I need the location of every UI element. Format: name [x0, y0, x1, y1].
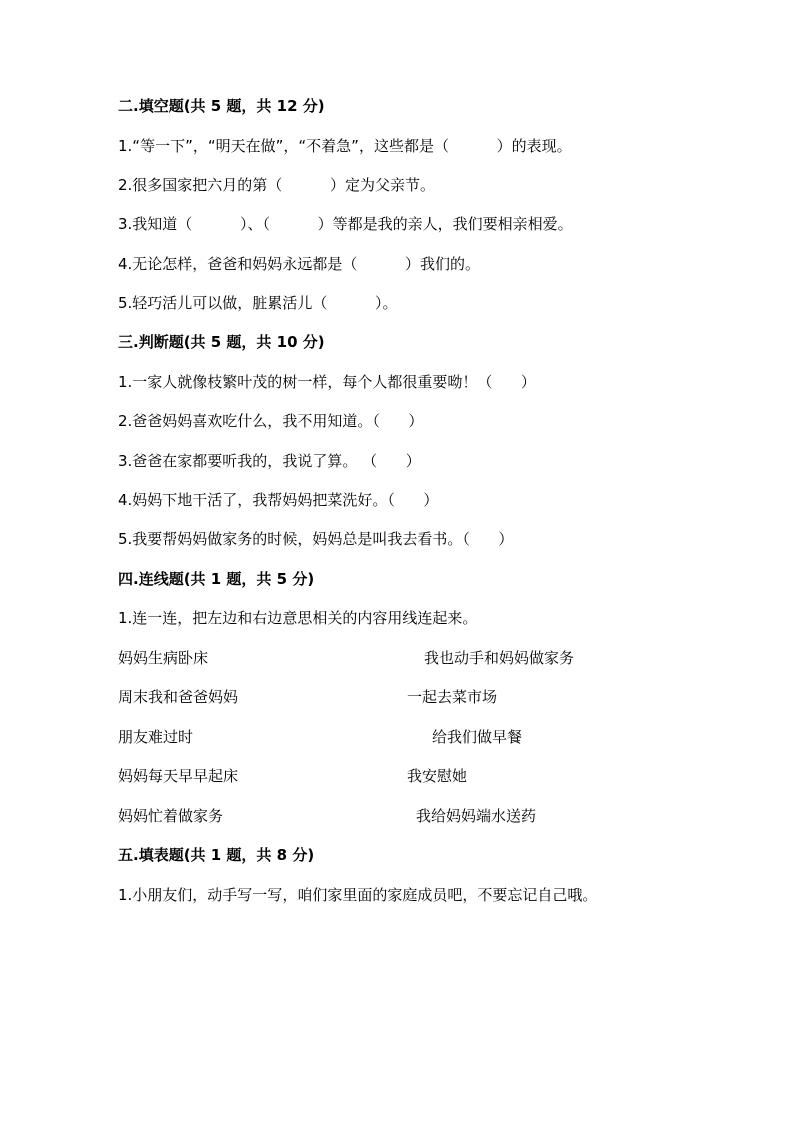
match-right-item: 一起去菜市场 — [407, 688, 498, 706]
match-left-item: 周末我和爸爸妈妈 — [118, 688, 239, 706]
match-right-item: 我也动手和妈妈做家务 — [424, 649, 575, 667]
judge-question-1: 1.一家人就像枝繁叶茂的树一样，每个人都很重要呦！（ ） — [118, 373, 536, 391]
match-right-item: 我安慰她 — [407, 767, 468, 785]
fill-question-5: 5.轻巧活儿可以做，脏累活儿（ ）。 — [118, 294, 398, 312]
table-question: 1.小朋友们，动手写一写，咱们家里面的家庭成员吧，不要忘记自己哦。 — [118, 886, 598, 904]
section-3-heading: 三.判断题(共 5 题，共 10 分) — [118, 333, 325, 351]
match-left-item: 妈妈生病卧床 — [118, 649, 209, 667]
match-right-item: 我给妈妈端水送药 — [416, 807, 537, 825]
section-4-heading: 四.连线题(共 1 题，共 5 分) — [118, 570, 315, 588]
section-5-heading: 五.填表题(共 1 题，共 8 分) — [118, 846, 315, 864]
judge-question-4: 4.妈妈下地干活了，我帮妈妈把菜洗好。（ ） — [118, 491, 439, 509]
fill-question-3: 3.我知道（ ）、（ ）等都是我的亲人，我们要相亲相爱。 — [118, 215, 573, 233]
judge-question-5: 5.我要帮妈妈做家务的时候，妈妈总是叫我去看书。（ ） — [118, 530, 514, 548]
judge-question-3: 3.爸爸在家都要听我的，我说了算。 （ ） — [118, 452, 421, 470]
match-left-item: 朋友难过时 — [118, 728, 194, 746]
match-right-item: 给我们做早餐 — [432, 728, 523, 746]
match-left-item: 妈妈忙着做家务 — [118, 807, 224, 825]
fill-question-2: 2.很多国家把六月的第（ ）定为父亲节。 — [118, 176, 435, 194]
section-2-heading: 二.填空题(共 5 题，共 12 分) — [118, 97, 325, 115]
match-question: 1.连一连，把左边和右边意思相关的内容用线连起来。 — [118, 609, 478, 627]
fill-question-4: 4.无论怎样，爸爸和妈妈永远都是（ ）我们的。 — [118, 255, 480, 273]
match-left-item: 妈妈每天早早起床 — [118, 767, 239, 785]
judge-question-2: 2.爸爸妈妈喜欢吃什么，我不用知道。（ ） — [118, 412, 424, 430]
fill-question-1: 1.“等一下”，“明天在做”，“不着急”，这些都是（ ）的表现。 — [118, 137, 572, 155]
